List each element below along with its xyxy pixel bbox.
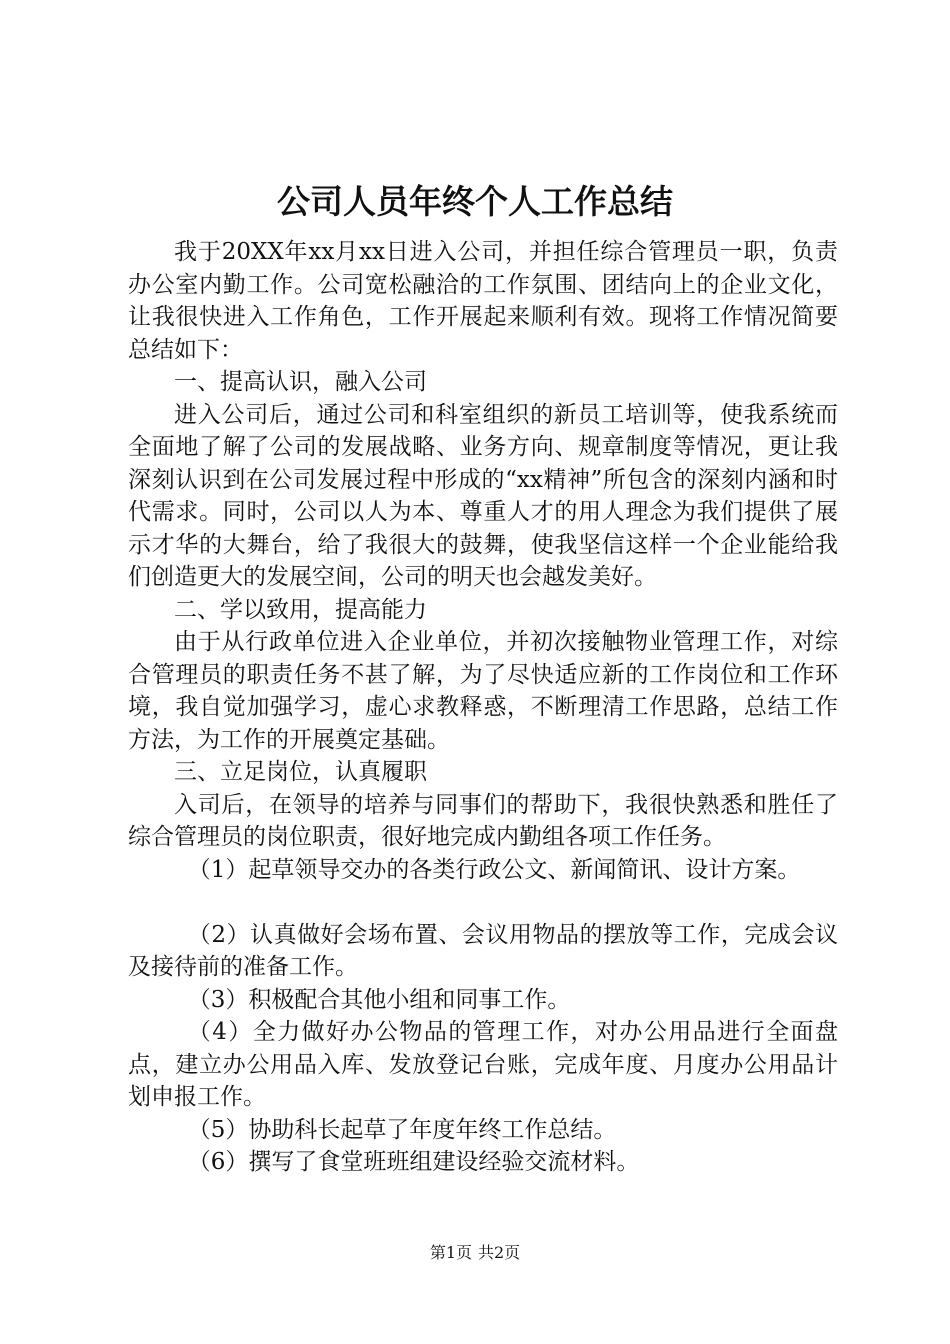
list-item: （1）起草领导交办的各类行政公文、新闻简讯、设计方案。 xyxy=(187,856,801,883)
section-heading-1: 一、提高认识，融入公司 xyxy=(174,369,427,395)
list-item: （4）全力做好办公物品的管理工作，对办公用品进行全面盘点，建立办公用品入库、发放登记台账，完成年度、月度办公用品计划申报工作。 xyxy=(128,1019,838,1110)
blank-line xyxy=(128,886,838,919)
section-heading-2: 二、学以致用，提高能力 xyxy=(174,596,427,623)
list-item: （2）认真做好会场布置、会议用物品的摆放等工作，完成会议及接待前的准备工作。 xyxy=(128,921,838,980)
document-title: 公司人员年终个人工作总结 xyxy=(277,182,673,221)
list-item: （6）撰写了食堂班班组建设经验交流材料。 xyxy=(187,1149,640,1175)
list-item: （5）协助科长起草了年度年终工作总结。 xyxy=(187,1116,617,1143)
page-footer xyxy=(0,1243,950,1262)
page-total: 共2页 xyxy=(478,1243,521,1262)
intro-paragraph: 我于20XX年xx月xx日进入公司，并担任综合管理员一职，负责办公室内勤工作。公司宽松融洽的工作氛围、团结向上的企业文化，让我很快进入工作角色，工作开展起来顺利有效。现将工作情况简要总结如下： xyxy=(128,239,838,363)
section-paragraph-1: 进入公司后，通过公司和科室组织的新员工培训等，使我系统而全面地了解了公司的发展战略、业务方向、规章制度等情况，更让我深刻认识到在公司发展过程中形成的“xx精神”所包含的深刻内涵和时代需求。同时，公司以人为本、尊重人才的用人理念为我们提供了展示才华的大舞台，给了我很大的鼓舞，使我坚信这样一个企业能给我们创造更大的发展空间，公司的明天也会越发美好。 xyxy=(128,401,838,590)
document-body xyxy=(128,236,838,1179)
section-paragraph-3: 入司后，在领导的培养与同事们的帮助下，我很快熟悉和胜任了综合管理员的岗位职责，很好地完成内勤组各项工作任务。 xyxy=(128,791,838,850)
list-item: （3）积极配合其他小组和同事工作。 xyxy=(187,986,571,1013)
page-number: 第1页 xyxy=(429,1243,472,1262)
section-heading-3: 三、立足岗位，认真履职 xyxy=(174,759,427,785)
section-paragraph-2: 由于从行政单位进入企业单位，并初次接触物业管理工作，对综合管理员的职责任务不甚了解，为了尽快适应新的工作岗位和工作环境，我自觉加强学习，虚心求教释惑，不断理清工作思路，总结工作方法，为工作的开展奠定基础。 xyxy=(128,629,838,753)
